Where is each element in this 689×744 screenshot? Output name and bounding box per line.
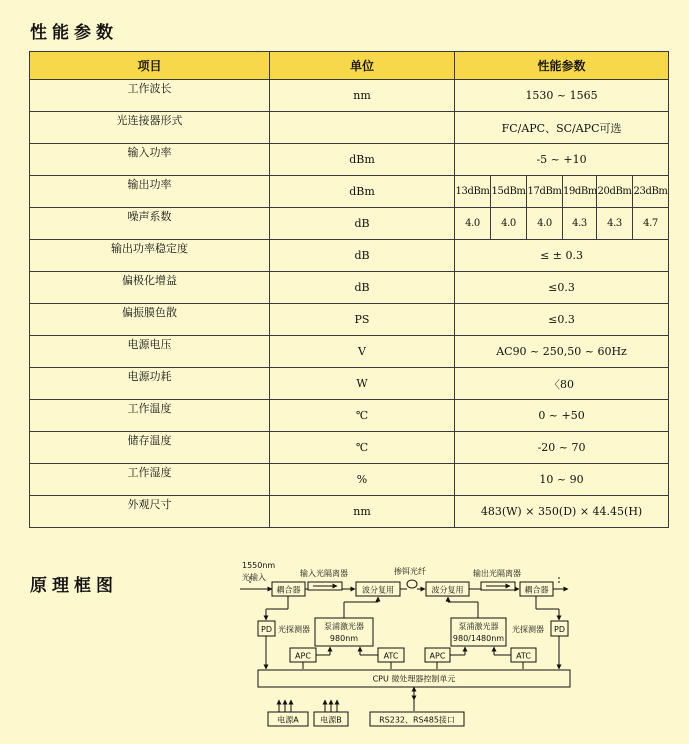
row-subvalue: 4.0 <box>491 208 527 240</box>
row-name: 工作湿度 <box>30 464 270 496</box>
row-subvalue: 4.7 <box>633 208 669 240</box>
atc-left-label: ATC <box>383 651 399 661</box>
row-unit: dB <box>270 272 455 304</box>
pump-left-wavelength: 980nm <box>329 634 359 643</box>
row-unit: V <box>270 336 455 368</box>
atc-right-label: ATC <box>516 651 531 661</box>
coupler-right-label: 耦合器 <box>524 585 549 595</box>
row-name: 输出功率 <box>30 176 270 208</box>
row-unit: dB <box>270 208 455 240</box>
row-name: 电源电压 <box>30 336 270 368</box>
row-unit: nm <box>270 80 455 112</box>
row-subvalue: 4.0 <box>455 208 491 240</box>
row-name: 偏振膜色散 <box>30 304 270 336</box>
cpu-label: CPU 微处理器控制单元 <box>372 674 456 684</box>
row-value: -20 ~ 70 <box>455 432 669 464</box>
row-value: 10 ~ 90 <box>455 464 669 496</box>
wdm-left-label: 波分复用 <box>362 585 394 595</box>
row-unit: W <box>270 368 455 400</box>
header-unit: 单位 <box>270 52 455 80</box>
row-unit: nm <box>270 496 455 528</box>
row-value: ≤0.3 <box>455 272 669 304</box>
erbium-fiber-label: 掺铒光纤 <box>394 567 426 576</box>
performance-title: 性能参数 <box>30 23 118 43</box>
row-value: ≤ ± 0.3 <box>455 240 669 272</box>
row-unit: dB <box>270 240 455 272</box>
input-label: 光输入 <box>242 573 266 582</box>
detector-right-label: 光探测器 <box>512 625 544 634</box>
header-spec: 性能参数 <box>455 52 669 80</box>
row-name: 储存温度 <box>30 432 270 464</box>
output-isolator-label: 输出光隔离器 <box>473 569 521 578</box>
row-subvalue: 15dBm <box>491 176 527 208</box>
row-value: 〈80 <box>455 368 669 400</box>
row-value: -5 ~ +10 <box>455 144 669 176</box>
detector-left-label: 光探测器 <box>278 625 310 634</box>
row-name: 电源功耗 <box>30 368 270 400</box>
row-unit: PS <box>270 304 455 336</box>
row-subvalue: 4.3 <box>563 208 597 240</box>
row-subvalue: 4.3 <box>597 208 633 240</box>
header-item: 项目 <box>30 52 270 80</box>
power-b-label: 电源B <box>320 715 342 725</box>
row-name: 外观尺寸 <box>30 496 270 528</box>
row-unit: dBm <box>270 144 455 176</box>
apc-left-label: APC <box>295 651 311 661</box>
input-wavelength-label: 1550nm <box>242 561 276 570</box>
row-subvalue: 13dBm <box>455 176 491 208</box>
pd-right-label: PD <box>554 625 565 634</box>
row-name: 输出功率稳定度 <box>30 240 270 272</box>
pump-left-name: 泵浦激光器 <box>324 622 364 631</box>
row-subvalue: 17dBm <box>527 176 563 208</box>
row-unit: % <box>270 464 455 496</box>
row-value: 483(W) × 350(D) × 44.45(H) <box>455 496 669 528</box>
pd-left-label: PD <box>261 625 272 634</box>
pump-right-wavelength: 980/1480nm <box>452 634 505 643</box>
wdm-right-label: 波分复用 <box>431 585 464 595</box>
pump-right-name: 泵浦激光器 <box>458 622 499 631</box>
interface-label: RS232、RS485接口 <box>379 715 455 725</box>
power-a-label: 电源A <box>277 715 299 725</box>
row-name: 噪声系数 <box>30 208 270 240</box>
erbium-fiber-coil <box>407 580 417 588</box>
row-subvalue: 4.0 <box>527 208 563 240</box>
row-subvalue: 23dBm <box>633 176 669 208</box>
row-unit: dBm <box>270 176 455 208</box>
row-name: 工作波长 <box>30 80 270 112</box>
row-subvalue: 19dBm <box>563 176 597 208</box>
row-value: 1530 ~ 1565 <box>455 80 669 112</box>
row-value: FC/APC、SC/APC可选 <box>455 112 669 144</box>
row-name: 工作温度 <box>30 400 270 432</box>
row-unit: ℃ <box>270 400 455 432</box>
row-value: 0 ~ +50 <box>455 400 669 432</box>
row-value: ≤0.3 <box>455 304 669 336</box>
row-name: 输入功率 <box>30 144 270 176</box>
apc-right-label: APC <box>429 651 446 661</box>
row-subvalue: 20dBm <box>597 176 633 208</box>
row-value: AC90 ~ 250,50 ~ 60Hz <box>455 336 669 368</box>
row-name: 光连接器形式 <box>30 112 270 144</box>
diagram-title: 原理框图 <box>30 576 118 596</box>
row-name: 偏极化增益 <box>30 272 270 304</box>
input-isolator-label: 输入光隔离器 <box>300 569 348 578</box>
row-unit: ℃ <box>270 432 455 464</box>
coupler-left-label: 耦合器 <box>276 585 301 595</box>
